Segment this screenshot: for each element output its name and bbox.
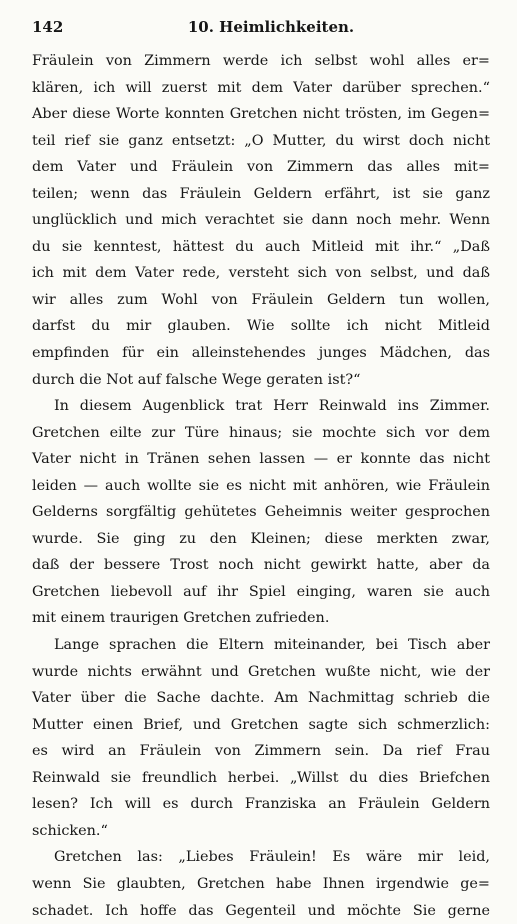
text-line: wir alles zum Wohl von Fräulein Geldern tun wollen,	[32, 287, 490, 314]
text-line: Aber diese Worte konnten Gretchen nicht trösten, im Gegen=	[32, 101, 490, 128]
text-line: daß der bessere Trost noch nicht gewirkt hatte, aber da	[32, 552, 490, 579]
text-line: du sie kenntest, hättest du auch Mitleid mit ihr.“ „Daß	[32, 234, 490, 261]
text-line: lesen? Ich will es durch Franziska an Fräulein Geldern	[32, 791, 490, 818]
text-line: Gretchen las: „Liebes Fräulein! Es wäre mir leid,	[32, 844, 490, 871]
text-line: wurde nichts erwähnt und Gretchen wußte nicht, wie der	[32, 659, 490, 686]
text-line: Lange sprachen die Eltern miteinander, bei Tisch aber	[32, 632, 490, 659]
text-line: Mutter einen Brief, und Gretchen sagte sich schmerzlich:	[32, 712, 490, 739]
text-line: Gelderns sorgfältig gehütetes Geheimnis weiter gesprochen	[32, 499, 490, 526]
text-line: mit einem traurigen Gretchen zufrieden.	[32, 605, 490, 632]
text-line: In diesem Augenblick trat Herr Reinwald ins Zimmer.	[32, 393, 490, 420]
text-line: Gretchen eilte zur Türe hinaus; sie mochte sich vor dem	[32, 420, 490, 447]
text-line: darfst du mir glauben. Wie sollte ich nicht Mitleid	[32, 313, 490, 340]
body-text	[32, 48, 490, 924]
text-line: teil rief sie ganz entsetzt: „O Mutter, du wirst doch nicht	[32, 128, 490, 155]
text-line: wurde. Sie ging zu den Kleinen; diese merkten zwar,	[32, 526, 490, 553]
page-header	[32, 18, 490, 44]
book-page	[32, 18, 490, 788]
text-line: schicken.“	[32, 818, 490, 845]
text-line: wenn Sie glaubten, Gretchen habe Ihnen irgendwie ge=	[32, 871, 490, 898]
running-head: 10. Heimlichkeiten.	[32, 18, 490, 36]
page-number: 142	[32, 18, 63, 36]
text-line: Vater über die Sache dachte. Am Nachmittag schrieb die	[32, 685, 490, 712]
text-line: unglücklich und mich verachtet sie dann noch mehr. Wenn	[32, 207, 490, 234]
text-line: Fräulein von Zimmern werde ich selbst wohl alles er=	[32, 48, 490, 75]
text-line: klären, ich will zuerst mit dem Vater darüber sprechen.“	[32, 75, 490, 102]
text-line: Reinwald sie freundlich herbei. „Willst du dies Briefchen	[32, 765, 490, 792]
text-line: teilen; wenn das Fräulein Geldern erfährt, ist sie ganz	[32, 181, 490, 208]
text-line: Gretchen liebevoll auf ihr Spiel einging, waren sie auch	[32, 579, 490, 606]
text-line: es wird an Fräulein von Zimmern sein. Da rief Frau	[32, 738, 490, 765]
text-line: empfinden für ein alleinstehendes junges Mädchen, das	[32, 340, 490, 367]
text-line: Vater nicht in Tränen sehen lassen — er konnte das nicht	[32, 446, 490, 473]
text-line: leiden — auch wollte sie es nicht mit anhören, wie Fräulein	[32, 473, 490, 500]
text-line: durch die Not auf falsche Wege geraten ist?“	[32, 367, 490, 394]
text-line: dem Vater und Fräulein von Zimmern das alles mit=	[32, 154, 490, 181]
text-line: ich mit dem Vater rede, versteht sich von selbst, und daß	[32, 260, 490, 287]
text-line: schadet. Ich hoffe das Gegenteil und möchte Sie gerne	[32, 898, 490, 924]
